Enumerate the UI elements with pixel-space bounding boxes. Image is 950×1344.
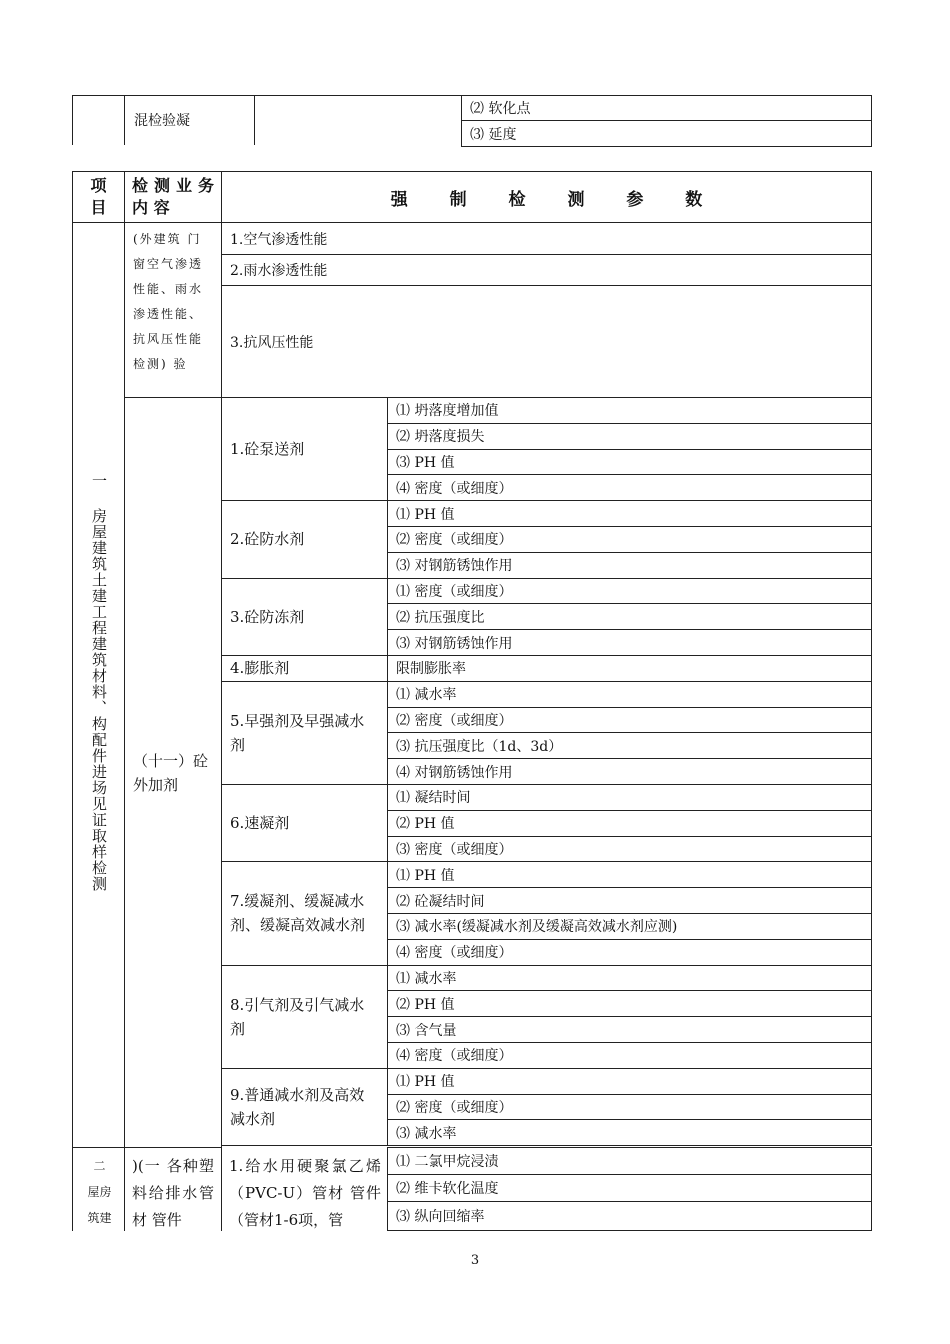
section2-param-2: ⑵ 维卡软化温度: [387, 1174, 872, 1202]
header-project: 项 目: [72, 171, 125, 223]
admixture-param: ⑵ PH 值: [387, 810, 872, 837]
page-number: 3: [470, 1253, 480, 1268]
admixture-param: ⑶ 抗压强度比（1d、3d）: [387, 732, 872, 759]
admixture-param: ⑷ 对钢筋锈蚀作用: [387, 758, 872, 785]
window-test-desc-cell: [124, 222, 222, 398]
top-param-2: ⑶ 延度: [461, 120, 872, 147]
admixture-group-name-cell: [221, 965, 388, 1069]
admixture-param: ⑷ 密度（或细度）: [387, 474, 872, 501]
admixture-param: ⑷ 密度（或细度）: [387, 939, 872, 966]
window-param-3: 3.抗风压性能: [221, 285, 872, 398]
admixture-param: ⑴ 减水率: [387, 965, 872, 992]
section2-label-line-2: 屋房: [87, 1185, 112, 1199]
admixture-param: 限制膨胀率: [387, 655, 872, 682]
admixture-group-name-cell: [221, 655, 388, 682]
top-divider-2: [254, 95, 255, 145]
admixture-group-name: 3.砼防冻剂: [230, 607, 305, 626]
top-fragment-table: [72, 95, 872, 147]
admixture-param: ⑵ 密度（或细度）: [387, 1094, 872, 1121]
section2-category-cell: [124, 1147, 222, 1231]
top-left-border: [72, 95, 73, 145]
admixture-param: ⑶ 密度（或细度）: [387, 836, 872, 863]
admixture-param: ⑶ 减水率: [387, 1119, 872, 1146]
admixture-param: ⑶ 含气量: [387, 1016, 872, 1043]
top-divider-1: [124, 95, 125, 145]
admixture-group-name: 5.早强剂及早强减水剂: [230, 711, 365, 754]
header-business: 检测业务 内 容: [124, 171, 222, 223]
admixture-param: ⑵ 坍落度损失: [387, 423, 872, 450]
admixture-group-name: 9.普通减水剂及高效减水剂: [230, 1085, 365, 1128]
section2-label-line-1: 二: [93, 1159, 106, 1173]
section2-label-cell: [72, 1147, 125, 1231]
admixture-param: ⑵ 密度（或细度）: [387, 526, 872, 553]
admixture-param: ⑵ 抗压强度比: [387, 603, 872, 630]
window-param-2: 2.雨水渗透性能: [221, 254, 872, 286]
admixture-param: ⑶ 减水率(缓凝减水剂及缓凝高效减水剂应测): [387, 913, 872, 940]
section2-category: )(一 各种塑料给排水管材 管件: [132, 1157, 214, 1229]
header-params: 强 制 检 测 参 数: [221, 171, 872, 223]
section1-label-cell: [72, 222, 125, 1148]
admixture-param: ⑴ 密度（或细度）: [387, 578, 872, 605]
admixture-param: ⑴ PH 值: [387, 861, 872, 888]
window-test-desc: (外建筑 门窗空气渗透性能、雨水渗透性能、抗风压性能检测) 验: [133, 232, 204, 371]
section2-label-line-3: 筑建: [87, 1211, 112, 1225]
admixture-group-name-cell: [221, 500, 388, 578]
admixture-group-name-cell: [221, 578, 388, 656]
admixture-param: ⑴ PH 值: [387, 1068, 872, 1095]
admixture-param: ⑵ PH 值: [387, 990, 872, 1017]
admixture-group-name-cell: [221, 681, 388, 785]
admixture-group-name-cell: [221, 1068, 388, 1146]
admixture-category-cell: [124, 397, 222, 1148]
admixture-param: ⑷ 密度（或细度）: [387, 1042, 872, 1069]
admixture-param: ⑶ PH 值: [387, 449, 872, 476]
top-line-1: [72, 95, 462, 96]
admixture-group-name: 8.引气剂及引气减水剂: [230, 995, 365, 1038]
admixture-group-name-cell: [221, 784, 388, 862]
admixture-group-name: 2.砼防水剂: [230, 530, 305, 549]
section2-param-1: ⑴ 二氯甲烷浸渍: [387, 1147, 872, 1175]
section2-param-3: ⑶ 纵向回缩率: [387, 1201, 872, 1231]
admixture-param: ⑴ 减水率: [387, 681, 872, 708]
admixture-param: ⑶ 对钢筋锈蚀作用: [387, 629, 872, 656]
admixture-group-name: 7.缓凝剂、缓凝减水剂、缓凝高效减水剂: [230, 892, 366, 935]
section2-item-cell: [221, 1147, 388, 1231]
admixture-groups: [221, 397, 872, 1148]
admixture-category: （十一）砼外加剂: [133, 751, 209, 794]
section2-item: 1.给水用硬聚氯乙烯（PVC-U）管材 管件（管材1-6项，管: [229, 1157, 381, 1229]
window-param-1: 1.空气渗透性能: [221, 222, 872, 255]
admixture-param: ⑴ PH 值: [387, 500, 872, 527]
admixture-group-name: 4.膨胀剂: [230, 659, 290, 678]
admixture-group-name: 1.砼泵送剂: [230, 440, 305, 459]
admixture-group-name-cell: [221, 861, 388, 965]
admixture-param: ⑵ 密度（或细度）: [387, 707, 872, 734]
admixture-param: ⑶ 对钢筋锈蚀作用: [387, 552, 872, 579]
admixture-param: ⑴ 坍落度增加值: [387, 397, 872, 424]
admixture-group-name-cell: [221, 397, 388, 501]
admixture-group-name: 6.速凝剂: [230, 814, 290, 833]
main-table: [72, 171, 872, 1231]
admixture-param: ⑴ 凝结时间: [387, 784, 872, 811]
top-category-text: 混检验凝: [134, 113, 190, 129]
section1-label: 一 房屋建筑土建工程建筑材料、构配件进场见证取样检测: [90, 473, 108, 892]
admixture-param: ⑵ 砼凝结时间: [387, 887, 872, 914]
top-param-1: ⑵ 软化点: [461, 95, 872, 121]
